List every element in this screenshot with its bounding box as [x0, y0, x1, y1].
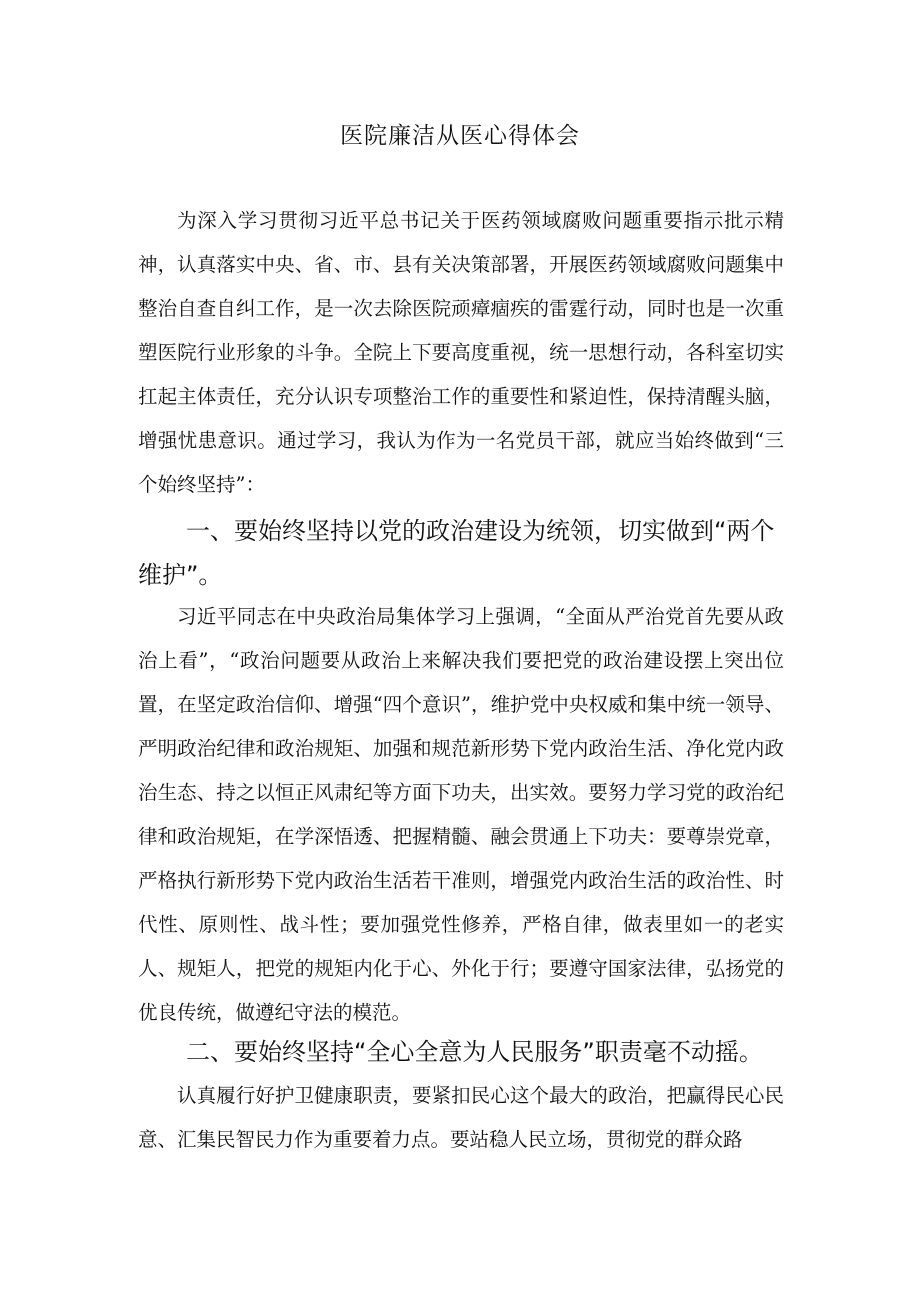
section-heading-2: 二、要始终坚持“全心全意为人民服务”职责毫不动摇。: [186, 1038, 763, 1066]
section-heading-1: 一、要始终坚持以党的政治建设为统领，切实做到“两个维护”。: [138, 517, 775, 589]
paragraph-section-2: 认真履行好护卫健康职责，要紧扣民心这个最大的政治，把赢得民心民意、汇集民智民力作为重要着力点。要站稳人民立场，贯彻党的群众路: [138, 1084, 784, 1151]
paragraph-intro: 为深入学习贯彻习近平总书记关于医药领域腐败问题重要指示批示精神，认真落实中央、省、市、县有关决策部署，开展医药领域腐败问题集中整治自查自纠工作，是一次去除医院顽瘴痼疾的雷霆行动，同时也是一次重塑医院行业形象的斗争。全院上下要高度重视，统一思想行动，各科室切实扛起主体责任，充分认识专项整治工作的重要性和紧迫性，保持清醒头脑，增强忧患意识。通过学习，我认为作为一名党员干部，就应当始终做到“三个始终坚持”：: [138, 209, 784, 496]
document-title: 医院廉洁从医心得体会: [340, 123, 580, 149]
paragraph-section-1: 习近平同志在中央政治局集体学习上强调，“全面从严治党首先要从政治上看”，“政治问题要从政治上来解决我们要把党的政治建设摆上突出位置，在坚定政治信仰、增强“四个意识”，维护党中央权威和集中统一领导、严明政治纪律和政治规矩、加强和规范新形势下党内政治生活、净化党内政治生态、持之以恒正风肃纪等方面下功夫，出实效。要努力学习党的政治纪律和政治规矩，在学深悟透、把握精髓、融会贯通上下功夫：要尊崇党章，严格执行新形势下党内政治生活若干准则，增强党内政治生活的政治性、时代性、原则性、战斗性；要加强党性修养，严格自律，做表里如一的老实人、规矩人，把党的规矩内化于心、外化于行；要遵守国家法律，弘扬党的优良传统，做遵纪守法的模范。: [138, 605, 784, 1024]
